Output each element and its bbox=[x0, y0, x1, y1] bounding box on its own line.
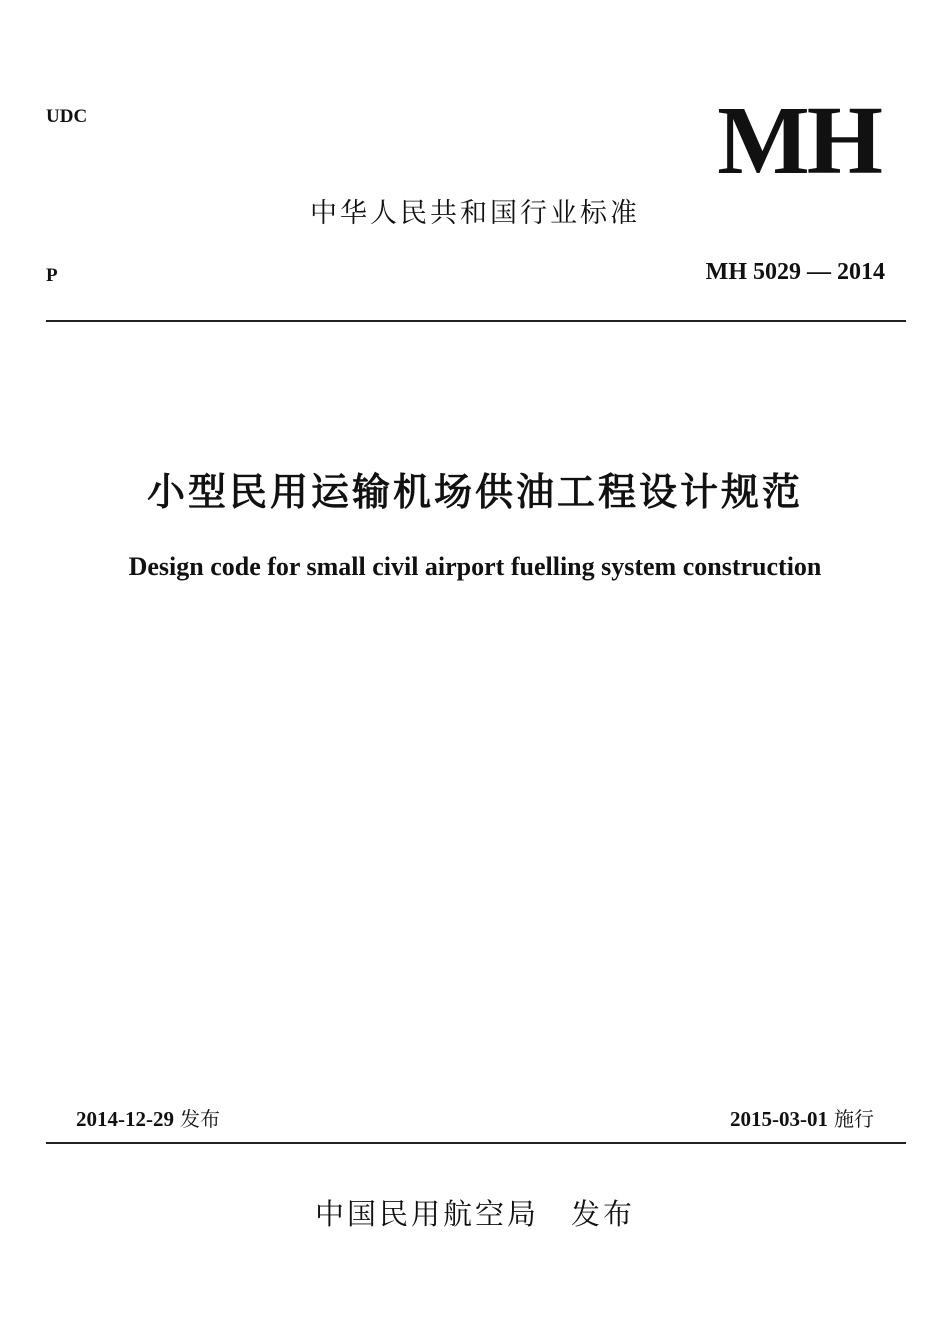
top-divider bbox=[46, 320, 906, 322]
issue-label: 发布 bbox=[180, 1107, 220, 1131]
publish-label: 发布 bbox=[571, 1197, 636, 1231]
effective-label: 施行 bbox=[834, 1107, 874, 1131]
issue-date: 2014-12-29 bbox=[76, 1107, 174, 1131]
document-title-chinese: 小型民用运输机场供油工程设计规范 bbox=[146, 470, 803, 514]
standard-number: MH 5029 — 2014 bbox=[705, 259, 885, 285]
publisher-name: 中国民用航空局 bbox=[314, 1197, 539, 1231]
udc-label: UDC bbox=[46, 106, 88, 127]
effective-date: 2015-03-01 bbox=[730, 1107, 828, 1131]
country-standard-heading: 中华人民共和国行业标准 bbox=[310, 198, 640, 229]
issue-date-block bbox=[76, 1104, 220, 1134]
mh-logo: MH bbox=[717, 87, 880, 195]
document-title-english: Design code for small civil airport fuelling system construction bbox=[128, 552, 822, 581]
effective-date-block bbox=[730, 1104, 874, 1134]
publisher-line bbox=[0, 1194, 950, 1234]
bottom-divider bbox=[46, 1142, 906, 1144]
classification-code: P bbox=[46, 265, 58, 286]
